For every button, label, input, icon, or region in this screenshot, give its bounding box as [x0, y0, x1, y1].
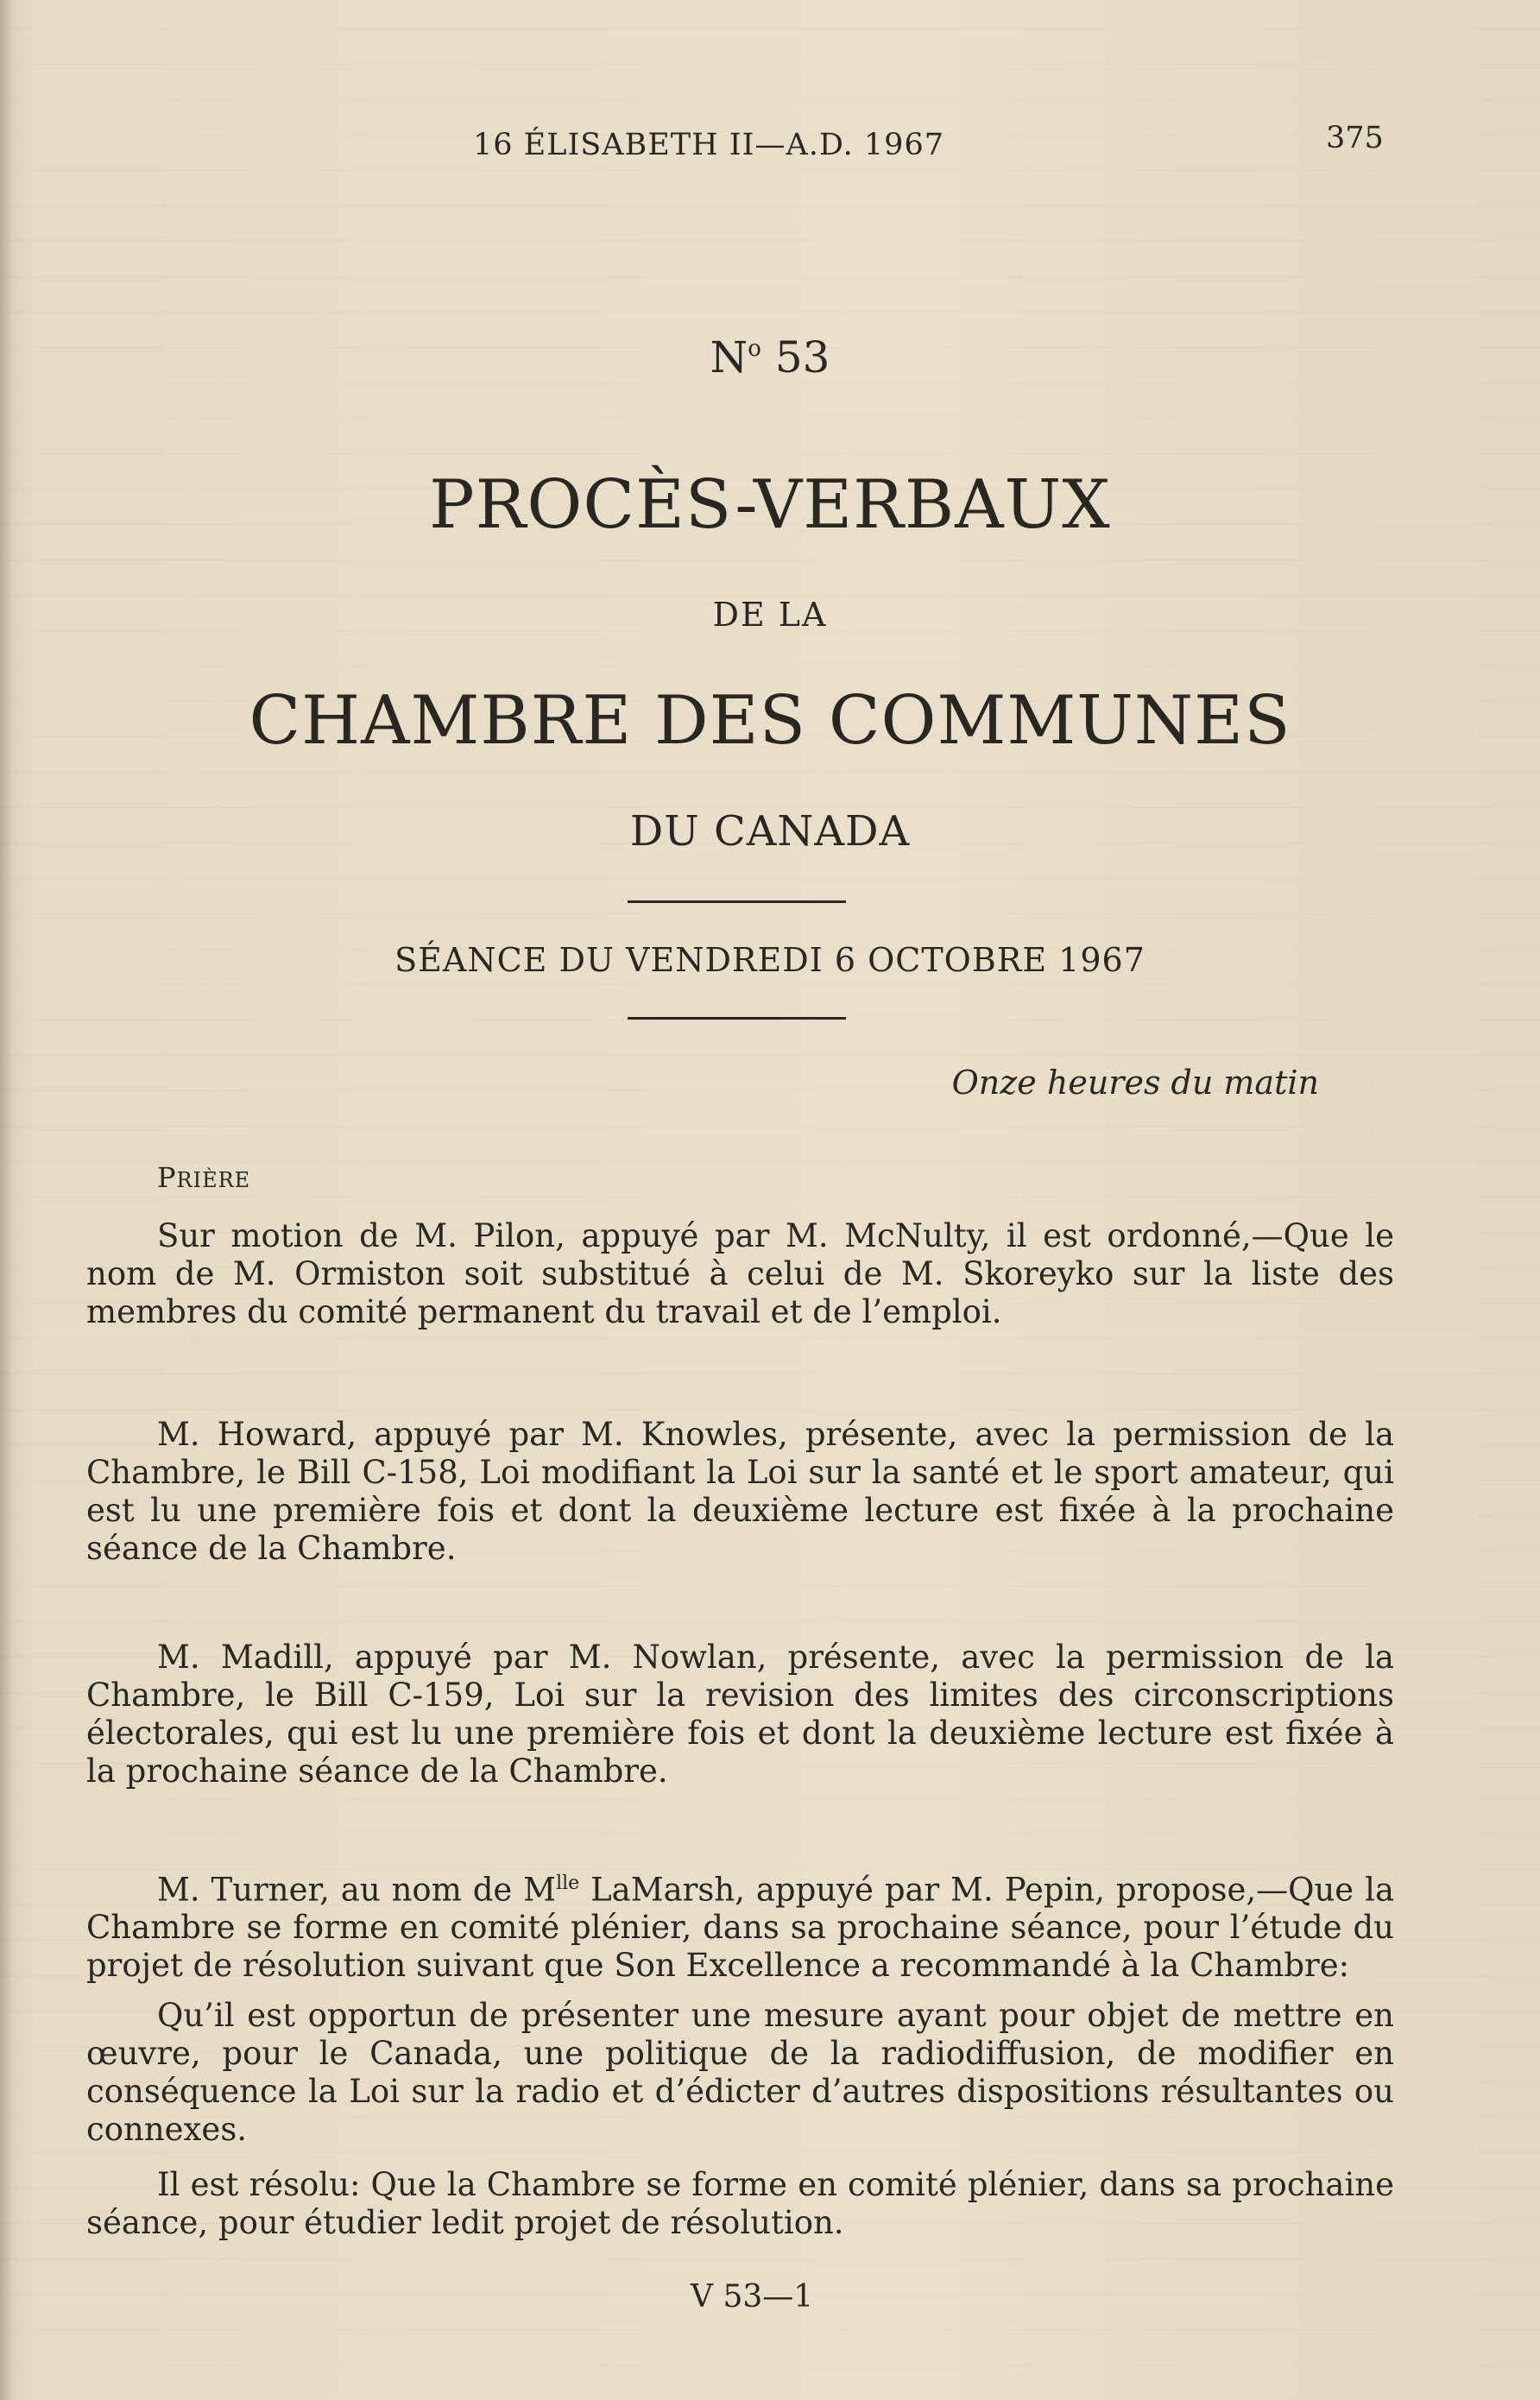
prayer-heading [157, 1161, 250, 1194]
paragraph-text: Sur motion de M. Pilon, appuyé par M. McNulty, il est ordonné,—Que le nom de M. Ormiston soit substitué à celui de M. Skoreyko sur la liste des membres du comité permanent du travail et de l’emploi. [86, 1217, 1394, 1330]
motion-after: LaMarsh, appuyé par M. Pepin, propose,—Que la Chambre se forme en comité plénier, dans sa prochaine séance, pour l’étude du projet de résolution suivant que Son Excellence a recommandé à la Chambre: [86, 1871, 1394, 1985]
title-de-la: DE LA [712, 596, 828, 634]
title-du-canada: DU CANADA [629, 807, 911, 856]
title-proces-verbaux: PROCÈS-VERBAUX [429, 466, 1111, 544]
printer-signature: V 53—1 [691, 2279, 814, 2315]
page-number: 375 [1326, 121, 1384, 155]
prayer-rest: RIÈRE [176, 1168, 251, 1192]
motion-sup: lle [556, 1873, 580, 1894]
divider-rule-top [628, 900, 846, 903]
motion-before: M. Turner, au nom de M [157, 1871, 557, 1909]
paragraph-ormiston-substitution [86, 1217, 1394, 1331]
running-head: 16 ÉLISABETH II—A.D. 1967 [473, 128, 944, 162]
numero-sup: o [748, 336, 761, 362]
numero-value: 53 [761, 332, 830, 382]
paragraph-text: M. Madill, appuyé par M. Nowlan, présente, avec la permission de la Chambre, le Bill C-159, Loi sur la revision des limites des circonscriptions électorales, qui est lu une première fois et dont la deuxième lecture est fixée à la prochaine séance de la Chambre. [86, 1639, 1394, 1790]
numero-prefix: N [710, 332, 748, 382]
paragraph-resolved: Il est résolu: Que la Chambre se forme en comité plénier, dans sa prochaine séance, pour étudier ledit projet de résolution. [86, 2166, 1394, 2242]
paragraph-broadcasting-resolution [86, 1865, 1394, 2242]
paragraph-text: M. Howard, appuyé par M. Knowles, présente, avec la permission de la Chambre, le Bill C-158, Loi modifiant la Loi sur la santé et le sport amateur, qui est lu une première fois et dont la deuxième lecture est fixée à la prochaine séance de la Chambre. [86, 1416, 1394, 1567]
paragraph-motion [86, 1865, 1394, 1985]
prayer-first-letter: P [157, 1161, 177, 1194]
sitting-date: SÉANCE DU VENDREDI 6 OCTOBRE 1967 [394, 941, 1146, 979]
title-chambre: CHAMBRE DES COMMUNES [249, 682, 1291, 760]
paragraph-bill-c159 [86, 1639, 1394, 1791]
paragraph-resolution-text: Qu’il est opportun de présenter une mesure ayant pour objet de mettre en œuvre, pour le Canada, une politique de la radiodiffusion, de modifier en conséquence la Loi sur la radio et d’édicter d’autres dispositions résultantes ou connexes. [86, 1997, 1394, 2149]
sitting-time: Onze heures du matin [951, 1064, 1319, 1102]
divider-rule-bottom [628, 1017, 846, 1020]
paragraph-bill-c158 [86, 1416, 1394, 1568]
journal-number [0, 332, 1540, 382]
